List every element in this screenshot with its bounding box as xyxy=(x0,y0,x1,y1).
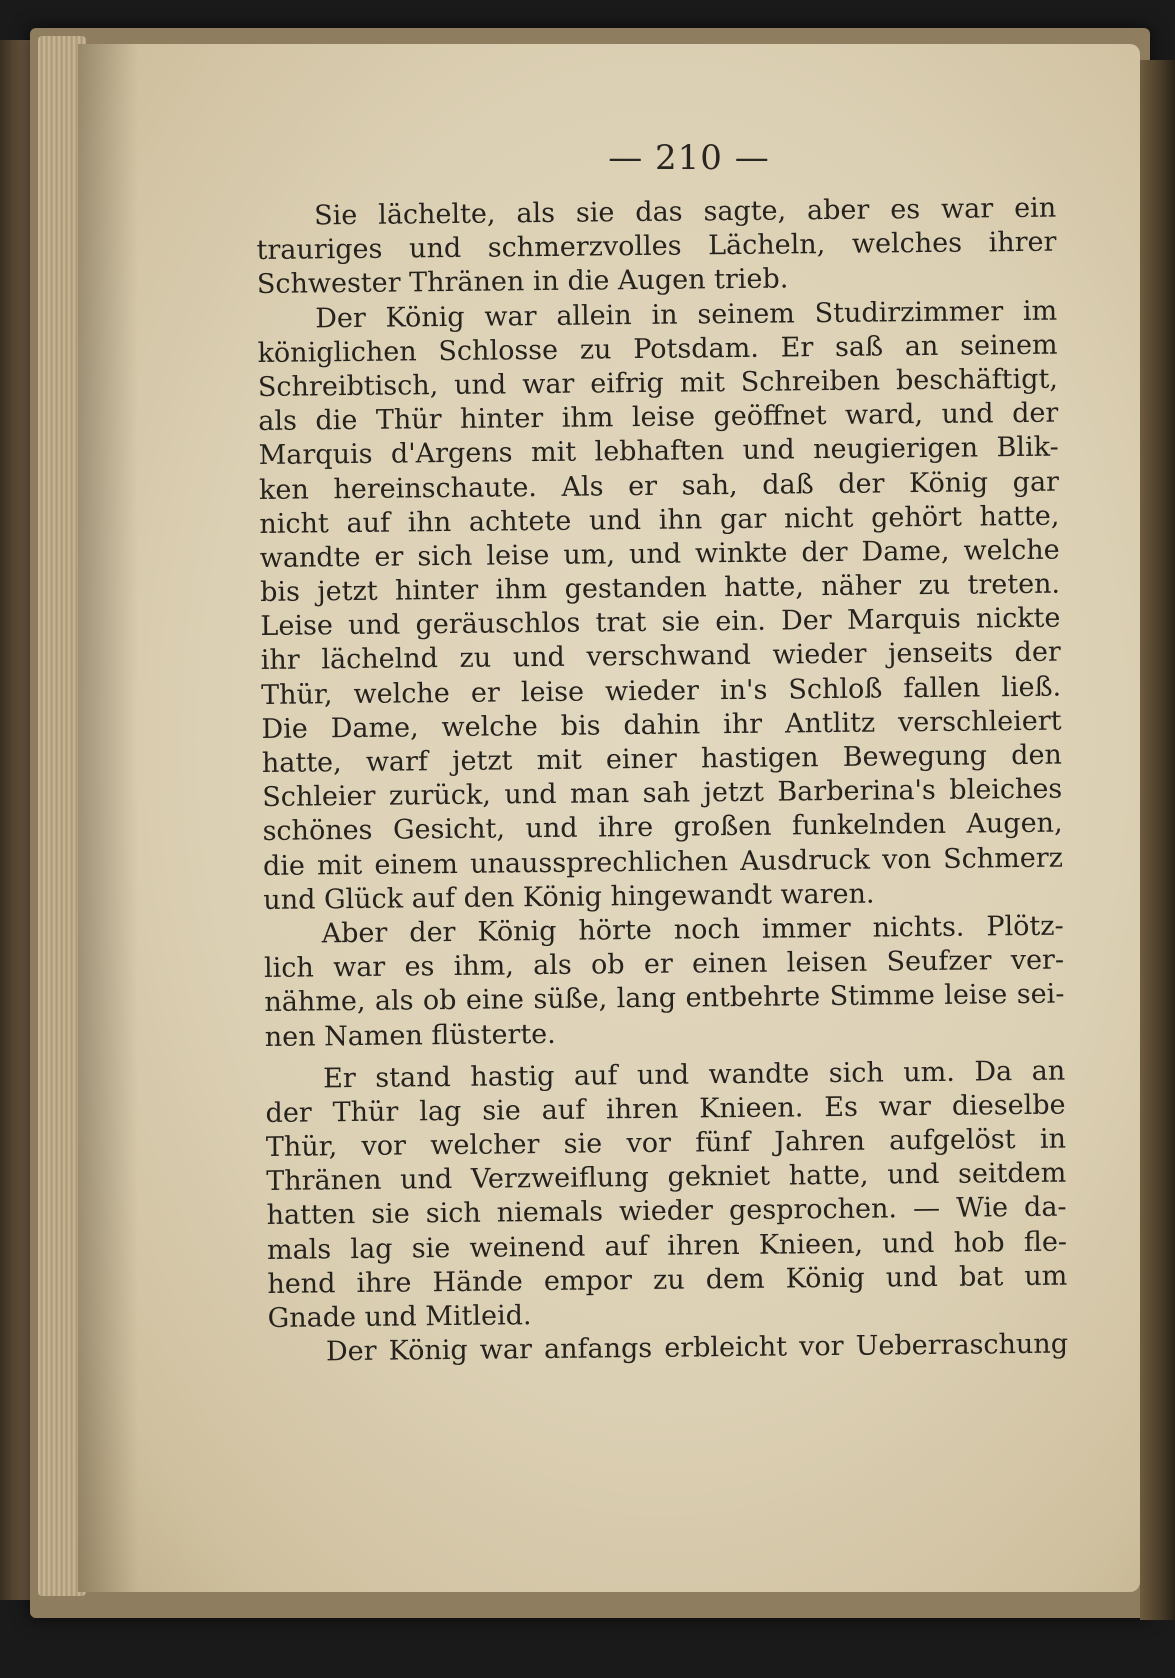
text-line: Sie lächelte, als sie das sagte, aber es war ein xyxy=(314,192,1057,232)
text-line: nicht auf ihn achtete und ihn gar nicht gehört hatte, xyxy=(259,500,1060,540)
text-line: hatte, warf jetzt mit einer hastigen Bewegung den xyxy=(261,739,1063,779)
text-line: Der König war anfangs erbleicht vor Ueberraschung xyxy=(325,1328,1069,1368)
text-line: und Glück auf den König hingewandt waren. xyxy=(263,878,875,916)
text-line: nen Namen flüsterte. xyxy=(264,1018,556,1053)
text-line: hend ihre Hände empor zu dem König und bat um xyxy=(267,1260,1068,1300)
text-line: wandte er sich leise um, und winkte der Dame, welche xyxy=(259,534,1060,574)
text-line: Die Dame, welche bis dahin ihr Antlitz verschleiert xyxy=(261,705,1062,745)
text-line: hatten sie sich niemals wieder gesprochen. — Wie da- xyxy=(266,1192,1067,1232)
spine-shadow xyxy=(78,44,138,1592)
text-line: die mit einem unaussprechlichen Ausdruck von Schmerz xyxy=(262,842,1064,882)
text-line: Aber der König hörte noch immer nichts. Plötz- xyxy=(321,910,1064,950)
text-line: bis jetzt hinter ihm gestanden hatte, näher zu treten. xyxy=(259,568,1061,609)
text-line: ihr lächelnd zu und verschwand wieder jenseits der xyxy=(260,637,1061,677)
text-line: Thränen und Verzweiflung gekniet hatte, und seitdem xyxy=(266,1157,1067,1198)
text-line: Schleier zurück, und man sah jetzt Barberina's bleiches xyxy=(262,773,1063,814)
text-line: nähme, als ob eine süße, lang entbehrte Stimme leise sei- xyxy=(264,978,1065,1019)
text-line: Der König war allein in seinem Studirzimmer im xyxy=(315,295,1058,334)
text-line: ken hereinschaute. Als er sah, daß der König gar xyxy=(258,466,1060,506)
text-line: Leise und geräuschlos trat sie ein. Der Marquis nickte xyxy=(260,602,1061,643)
text-line: Marquis d'Argens mit lebhaften und neugierigen Blik- xyxy=(258,431,1059,472)
text-line: schönes Gesicht, und ihre großen funkelnden Augen, xyxy=(262,807,1063,848)
page-number: — 210 — xyxy=(608,138,770,178)
text-line: Thür, welche er leise wieder in's Schloß fallen ließ. xyxy=(261,671,1062,711)
text-line: Schwester Thränen in die Augen trieb. xyxy=(256,263,789,301)
body-text xyxy=(256,192,1068,1371)
text-line: Schreibtisch, und war eifrig mit Schreiben beschäftigt, xyxy=(257,363,1059,403)
text-line: der Thür lag sie auf ihren Knieen. Es war dieselbe xyxy=(265,1089,1066,1129)
text-line: Thür, vor welcher sie vor fünf Jahren aufgelöst in xyxy=(265,1123,1067,1164)
text-line: Gnade und Mitleid. xyxy=(267,1300,532,1334)
text-line: trauriges und schmerzvolles Lächeln, welches ihrer xyxy=(256,226,1057,267)
text-line: Er stand hastig auf und wandte sich um. Da an xyxy=(323,1055,1066,1095)
text-line: als die Thür hinter ihm leise geöffnet ward, und der xyxy=(258,397,1059,438)
text-line: königlichen Schlosse zu Potsdam. Er saß an seinem xyxy=(257,329,1058,369)
text-line: lich war es ihm, als ob er einen leisen Seufzer ver- xyxy=(263,944,1065,985)
text-line: mals lag sie weinend auf ihren Knieen, und hob fle- xyxy=(266,1226,1068,1266)
book-cover-right xyxy=(1140,60,1175,1620)
